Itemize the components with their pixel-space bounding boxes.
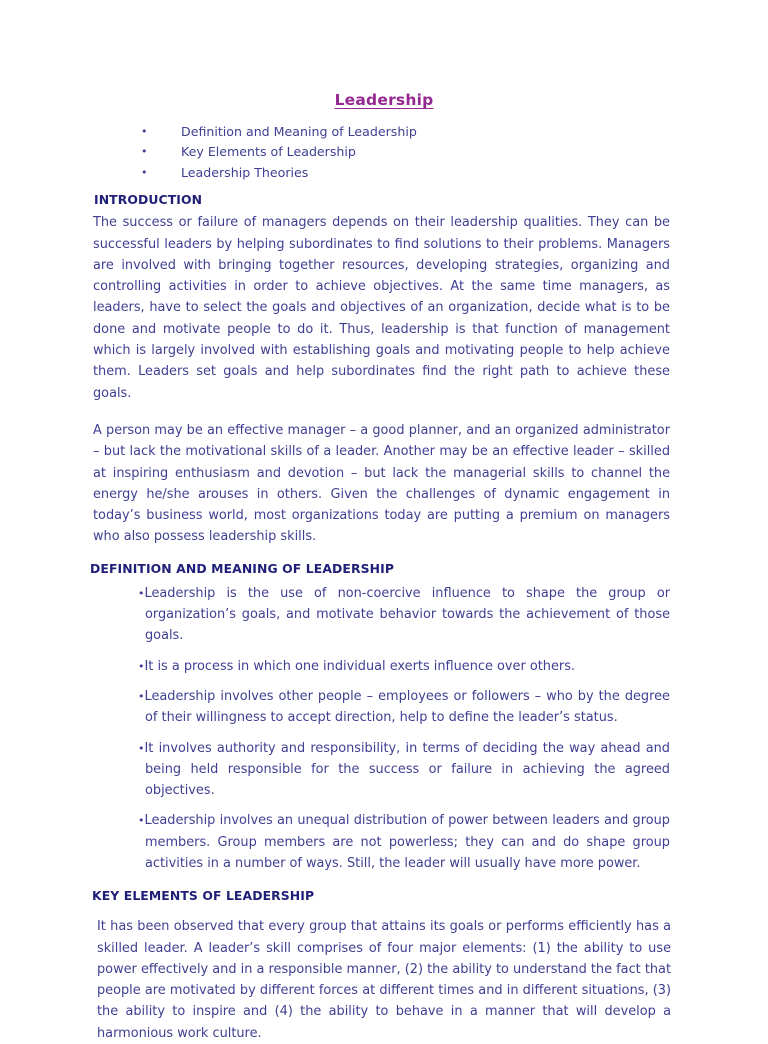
- key-elements-paragraph: It has been observed that every group that attains its goals or performs efficiently has a skilled leader. A leader’s skill comprises of four major elements: (1) the ability to use power effectively and in a responsible manner, (2) the ability to understand the fact that people are motivated by different forces at different times and in different situations, (3) the ability to inspire and (4) the ability to behave in a manner that will develop a harmonious work culture.: [97, 919, 671, 1041]
- bullet-icon: •: [138, 689, 145, 703]
- list-item: [0, 656, 768, 677]
- definition-bullet-text: Leadership is the use of non-coercive influence to shape the group or organization’s goals, and motivate behavior towards the achievement of those goals.: [144, 585, 670, 644]
- bullet-icon: •: [138, 586, 145, 600]
- list-item: [0, 163, 768, 184]
- bullet-icon: •: [141, 124, 148, 138]
- list-item: [0, 738, 768, 802]
- toc-item-label: Definition and Meaning of Leadership: [181, 123, 417, 139]
- section-heading-definition: DEFINITION AND MEANING OF LEADERSHIP: [90, 560, 394, 576]
- list-item: [0, 810, 768, 874]
- list-item: [0, 686, 768, 729]
- toc-item-label: Leadership Theories: [181, 164, 309, 180]
- definition-bullet-text: It is a process in which one individual exerts influence over others.: [144, 658, 576, 674]
- definition-bullet-text: Leadership involves an unequal distribution of power between leaders and group members. Group members are not powerless; they can and do shape group activities in a number of ways. Still, the leader will usually have more power.: [144, 813, 670, 871]
- section-heading-key-elements: KEY ELEMENTS OF LEADERSHIP: [92, 888, 315, 904]
- table-of-contents: [0, 122, 768, 184]
- page-title: Leadership: [334, 91, 434, 109]
- list-item: [0, 122, 768, 143]
- list-item: [0, 142, 768, 163]
- definition-bullet-text: It involves authority and responsibility, in terms of deciding the way ahead and being held responsible for the success or failure in achieving the agreed objectives.: [144, 740, 670, 799]
- introduction-paragraph-1: The success or failure of managers depends on their leadership qualities. They can be successful leaders by helping subordinates to find solutions to their problems. Managers are involved with bringing together resources, developing strategies, organizing and controlling activities in order to achieve objectives. At the same time managers, as leaders, have to select the goals and objectives of an organization, decide what is to be done and motivate people to do it. Thus, leadership is that function of management which is largely involved with establishing goals and motivating people to help achieve them. Leaders set goals and help subordinates find the right path to achieve these goals.: [93, 215, 670, 401]
- bullet-icon: •: [141, 165, 148, 179]
- list-item: [0, 583, 768, 647]
- bullet-icon: •: [138, 659, 145, 673]
- bullet-icon: •: [141, 145, 148, 159]
- introduction-paragraph-2: A person may be an effective manager – a good planner, and an organized administrator – but lack the motivational skills of a leader. Another may be an effective leader – skilled at inspiring enthusiasm and devotion – but lack the managerial skills to channel the energy he/she arouses in others. Given the challenges of dynamic engagement in today’s business world, most organizations today are putting a premium on managers who also possess leadership skills.: [93, 422, 670, 545]
- definition-bullet-text: Leadership involves other people – employees or followers – who by the degree of their willingness to accept direction, help to define the leader’s status.: [144, 688, 670, 726]
- toc-item-label: Key Elements of Leadership: [181, 144, 356, 160]
- section-heading-introduction: INTRODUCTION: [94, 192, 203, 208]
- bullet-icon: •: [138, 814, 145, 828]
- definition-bullet-list: [0, 583, 768, 875]
- bullet-icon: •: [138, 741, 145, 755]
